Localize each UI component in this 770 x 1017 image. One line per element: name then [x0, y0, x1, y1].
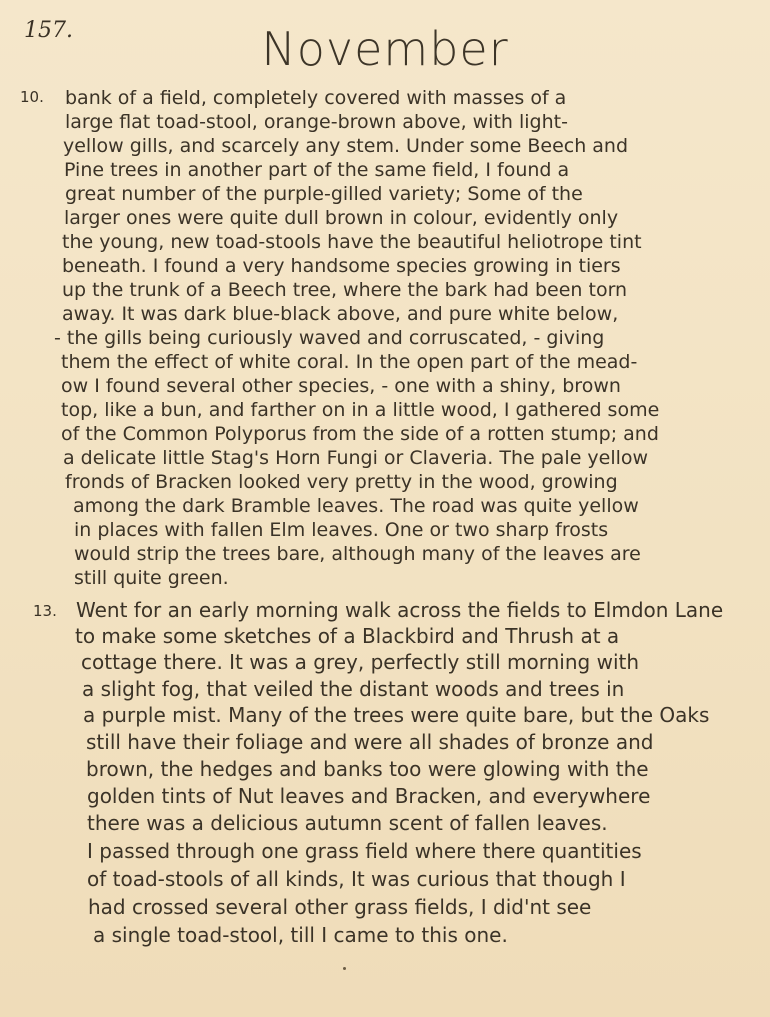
entry-line: golden tints of Nut leaves and Bracken, and everywhere	[87, 784, 651, 808]
entry-line: Went for an early morning walk across the fields to Elmdon Lane	[76, 598, 724, 622]
entry-line: in places with fallen Elm leaves. One or two sharp frosts	[74, 519, 609, 541]
entry-line: beneath. I found a very handsome species growing in tiers	[62, 255, 621, 277]
entry-line: fronds of Bracken looked very pretty in the wood, growing	[65, 471, 618, 493]
entry-line: of toad-stools of all kinds, It was curious that though I	[87, 867, 626, 891]
entry-line: to make some sketches of a Blackbird and Thrush at a	[75, 624, 620, 648]
entry-line: them the effect of white coral. In the open part of the mead-	[61, 351, 638, 373]
entry-line: away. It was dark blue-black above, and pure white below,	[62, 303, 619, 325]
entry-line: a delicate little Stag's Horn Fungi or Claveria. The pale yellow	[63, 447, 649, 469]
entry-line: still quite green.	[74, 567, 229, 589]
entry-date: 13.	[33, 602, 57, 620]
entry-line: - the gills being curiously waved and corruscated, - giving	[54, 327, 605, 349]
entry-line: large flat toad-stool, orange-brown above, with light-	[65, 111, 568, 133]
ink-dot	[343, 967, 346, 970]
entry-line: yellow gills, and scarcely any stem. Under some Beech and	[63, 135, 629, 157]
entry-line: would strip the trees bare, although many of the leaves are	[74, 543, 641, 565]
entry-line: Pine trees in another part of the same field, I found a	[64, 159, 570, 181]
entry-line: had crossed several other grass fields, I did'nt see	[88, 895, 592, 919]
entry-line: among the dark Bramble leaves. The road was quite yellow	[73, 495, 639, 517]
entry-line: larger ones were quite dull brown in colour, evidently only	[64, 207, 619, 229]
entry-line: brown, the hedges and banks too were glowing with the	[86, 757, 649, 781]
entry-line: still have their foliage and were all shades of bronze and	[86, 730, 654, 754]
entry-line: I passed through one grass field where there quantities	[87, 839, 642, 863]
entry-line: great number of the purple-gilled variety; Some of the	[65, 183, 583, 205]
entry-line: of the Common Polyporus from the side of a rotten stump; and	[61, 423, 659, 445]
entry-line: a slight fog, that veiled the distant woods and trees in	[82, 677, 625, 701]
entry-line: cottage there. It was a grey, perfectly still morning with	[81, 650, 640, 674]
entry-line: a single toad-stool, till I came to this one.	[93, 923, 508, 947]
month-heading: November	[261, 22, 509, 76]
entry-line: a purple mist. Many of the trees were quite bare, but the Oaks	[83, 703, 710, 727]
entry-line: up the trunk of a Beech tree, where the bark had been torn	[62, 279, 628, 301]
entry-line: there was a delicious autumn scent of fallen leaves.	[87, 811, 608, 835]
entry-line: top, like a bun, and farther on in a little wood, I gathered some	[61, 399, 660, 421]
entry-line: the young, new toad-stools have the beautiful heliotrope tint	[62, 231, 642, 253]
page-number: 157.	[24, 18, 73, 43]
entry-date: 10.	[20, 88, 44, 106]
entry-line: bank of a field, completely covered with masses of a	[65, 87, 567, 109]
entry-line: ow I found several other species, - one with a shiny, brown	[61, 375, 621, 397]
